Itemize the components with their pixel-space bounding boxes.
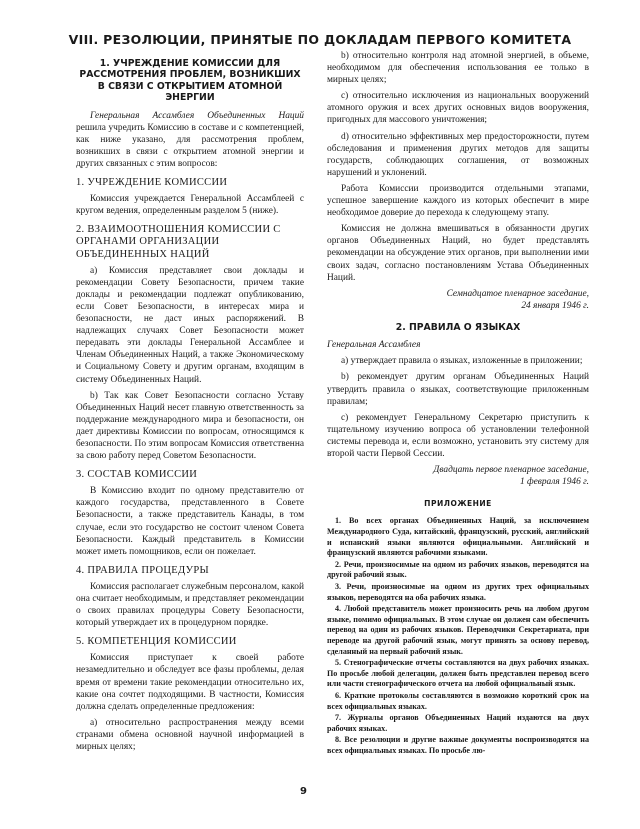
section-3-text: В Комиссию входит по одному представителю от каждого государства, представленного в Совете Безопасности, а также представитель Канады, в том случае, если это государство не состоит членом Совета Безопасности. Каждый представитель в Комиссии может иметь помощников, если он пожелает. bbox=[76, 486, 304, 557]
resolution-2-c: c) рекомендует Генеральному Секретарю приступить к тщательному изучению вопроса об установлении телефонной системы перевода и, если возможно, установить эту систему для второй части Первой Сессии. bbox=[327, 412, 589, 460]
annex-heading: ПРИЛОЖЕНИЕ bbox=[424, 499, 492, 509]
meeting-date: 24 января 1946 г. bbox=[521, 300, 589, 311]
annex-item: 3. Речи, произносимые на одном из других трех официальных языков, переводятся на оба рабочих языка. bbox=[327, 581, 589, 602]
annex-item: 4. Любой представитель может произносить речь на любом другом языке, помимо официальных. В этом случае он должен сам обеспечить перевод на один из рабочих языков. Переводчики Секретариата, при переводе на другой рабочий язык, могут принять за основу перевод, сделанный на первый рабочий язык. bbox=[327, 604, 589, 656]
annex-item: 1. Во всех органах Объединенных Наций, за исключением Международного Суда, китайский, французский, русский, английский и испанский языки являются официальными. Английский и французский являются рабочими языками. bbox=[327, 516, 589, 558]
page-title: VIII. РЕЗОЛЮЦИИ, ПРИНЯТЫЕ ПО ДОКЛАДАМ ПЕРВОГО КОМИТЕТА bbox=[68, 32, 572, 47]
annex-item: 5. Стенографические отчеты составляются на двух рабочих языках. По просьбе любой делегации, должен быть представлен перевод всего или части стенографического отчета на любой официальный язык. bbox=[327, 658, 589, 689]
resolution-1-heading: 1. УЧРЕЖДЕНИЕ КОМИССИИ ДЛЯ РАССМОТРЕНИЯ ПРОБЛЕМ, ВОЗНИКШИХ В СВЯЗИ С ОТКРЫТИЕМ АТОМНОЙ ЭНЕРГИИ bbox=[79, 58, 301, 104]
section-5-b: b) относительно контроля над атомной энергией, в объеме, необходимом для обеспечения использования ее только в мирных целях; bbox=[327, 51, 589, 86]
annex-item: 7. Журналы органов Объединенных Наций издаются на двух рабочих языках. bbox=[327, 713, 589, 733]
meeting-name: Семнадцатое пленарное заседание, bbox=[446, 288, 589, 299]
annex-item: 6. Краткие протоколы составляются в возможно короткий срок на всех официальных языках. bbox=[327, 690, 589, 711]
resolution-1-intro bbox=[76, 110, 304, 170]
section-2-heading: 2. ВЗАИМООТНОШЕНИЯ КОМИССИИ С ОРГАНАМИ ОРГАНИЗАЦИИ ОБЪЕДИНЕННЫХ НАЦИЙ bbox=[76, 224, 281, 260]
section-2-a: а) Комиссия представляет свои доклады и рекомендации Совету Безопасности, причем такие доклады и рекомендации подлежат опубликованию, если Совет Безопасности, в интересах мира и безопасности, не даст иных распоряжений. В надлежащих случаях Совет Безопасности может передавать эти доклады Генеральной Ассамблее и Членам Объединенных Наций, а также Экономическому и Социальному Совету и другим органам, входящим в систему Объединенных Наций. bbox=[76, 265, 304, 385]
section-1-heading: 1. УЧРЕЖДЕНИЕ КОМИССИИ bbox=[76, 177, 228, 189]
section-5-c: c) относительно исключения из национальных вооружений атомного оружия и всех других основных видов вооружения, пригодных для массового уничтожения; bbox=[327, 91, 589, 126]
section-5-a: а) относительно распространения между всеми странами обмена основной научной информацией в мирных целях; bbox=[76, 717, 304, 753]
resolution-1-signature bbox=[327, 288, 589, 312]
annex-item: 2. Речи, произносимые на одном из рабочих языков, переводятся на другой рабочий язык. bbox=[327, 559, 589, 580]
work-stages-text: Работа Комиссии производится отдельными этапами, успешное завершение каждого из которых обеспечит в мире необходимое доверие до перехода к следующему этапу. bbox=[327, 183, 589, 219]
section-4-heading: 4. ПРАВИЛА ПРОЦЕДУРЫ bbox=[76, 564, 209, 576]
resolution-2-signature bbox=[327, 464, 589, 488]
right-column bbox=[327, 50, 589, 757]
resolution-2-b: b) рекомендует другим органам Объединенных Наций утвердить правила о языках, соответствующие приложенным правилам; bbox=[327, 372, 589, 407]
resolution-2-heading: 2. ПРАВИЛА О ЯЗЫКАХ bbox=[395, 321, 521, 333]
page-number: 9 bbox=[300, 786, 307, 797]
section-1-text: Комиссия учреждается Генеральной Ассамблеей с кругом ведения, определенным разделом 5 (ниже). bbox=[76, 194, 304, 217]
section-4-text: Комиссия располагает служебным персоналом, какой она считает необходимым, и представляет рекомендации о своих правилах процедуры Совету Безопасности, который утверждает их в процедурном порядке. bbox=[76, 581, 304, 629]
meeting-name: Двадцать первое пленарное заседание, bbox=[433, 465, 589, 476]
annex-list bbox=[327, 516, 589, 756]
section-5-d: d) относительно эффективных мер предосторожности, путем обследования и применения других методов для защиты государств, соблюдающих соглашения, от возможных нарушений и уклонений. bbox=[327, 131, 589, 178]
meeting-date: 1 февраля 1946 г. bbox=[519, 477, 589, 488]
section-5-text: Комиссия приступает к своей работе незамедлительно и обследует все фазы проблемы, делая время от времени такие рекомендации относительно их, какие она сочтет подходящими. В частности, Комиссия должна сделать определенные предложения: bbox=[76, 653, 304, 712]
left-column bbox=[76, 58, 304, 757]
assembly-name: Генеральная Ассамблея Объединенных Наций bbox=[90, 110, 304, 121]
intro-text: решила учредить Комиссию в составе и с компетенцией, как ниже указано, для рассмотрения проблем, возникших в связи с открытием атомной энергии и других связанных с этим вопросов: bbox=[76, 122, 304, 169]
section-3-heading: 3. СОСТАВ КОМИССИИ bbox=[76, 469, 198, 481]
resolution-2-a: а) утверждает правила о языках, изложенные в приложении; bbox=[341, 356, 583, 367]
section-2-b: b) Так как Совет Безопасности согласно Уставу Объединенных Наций несет главную ответственность за поддержание международного мира и безопасности, он дает директивы Комиссии по вопросам, относящимся к безопасности. По этим вопросам Комиссия ответственна за свою работу перед Советом Безопасности. bbox=[76, 390, 304, 462]
annex-item: 8. Все резолюции и другие важные документы воспроизводятся на всех официальных языках. По просьбе лю- bbox=[327, 735, 589, 755]
non-interference-text: Комиссия не должна вмешиваться в обязанности других органов Объединенных Наций, но будет представлять рекомендации на обсуждение этих органов, при выполнении ими своих задач, согласно постановлениям Устава Объединенных Наций. bbox=[327, 224, 589, 283]
resolution-2-intro: Генеральная Ассамблея bbox=[327, 340, 421, 351]
section-5-heading: 5. КОМПЕТЕНЦИЯ КОМИССИИ bbox=[76, 636, 237, 648]
